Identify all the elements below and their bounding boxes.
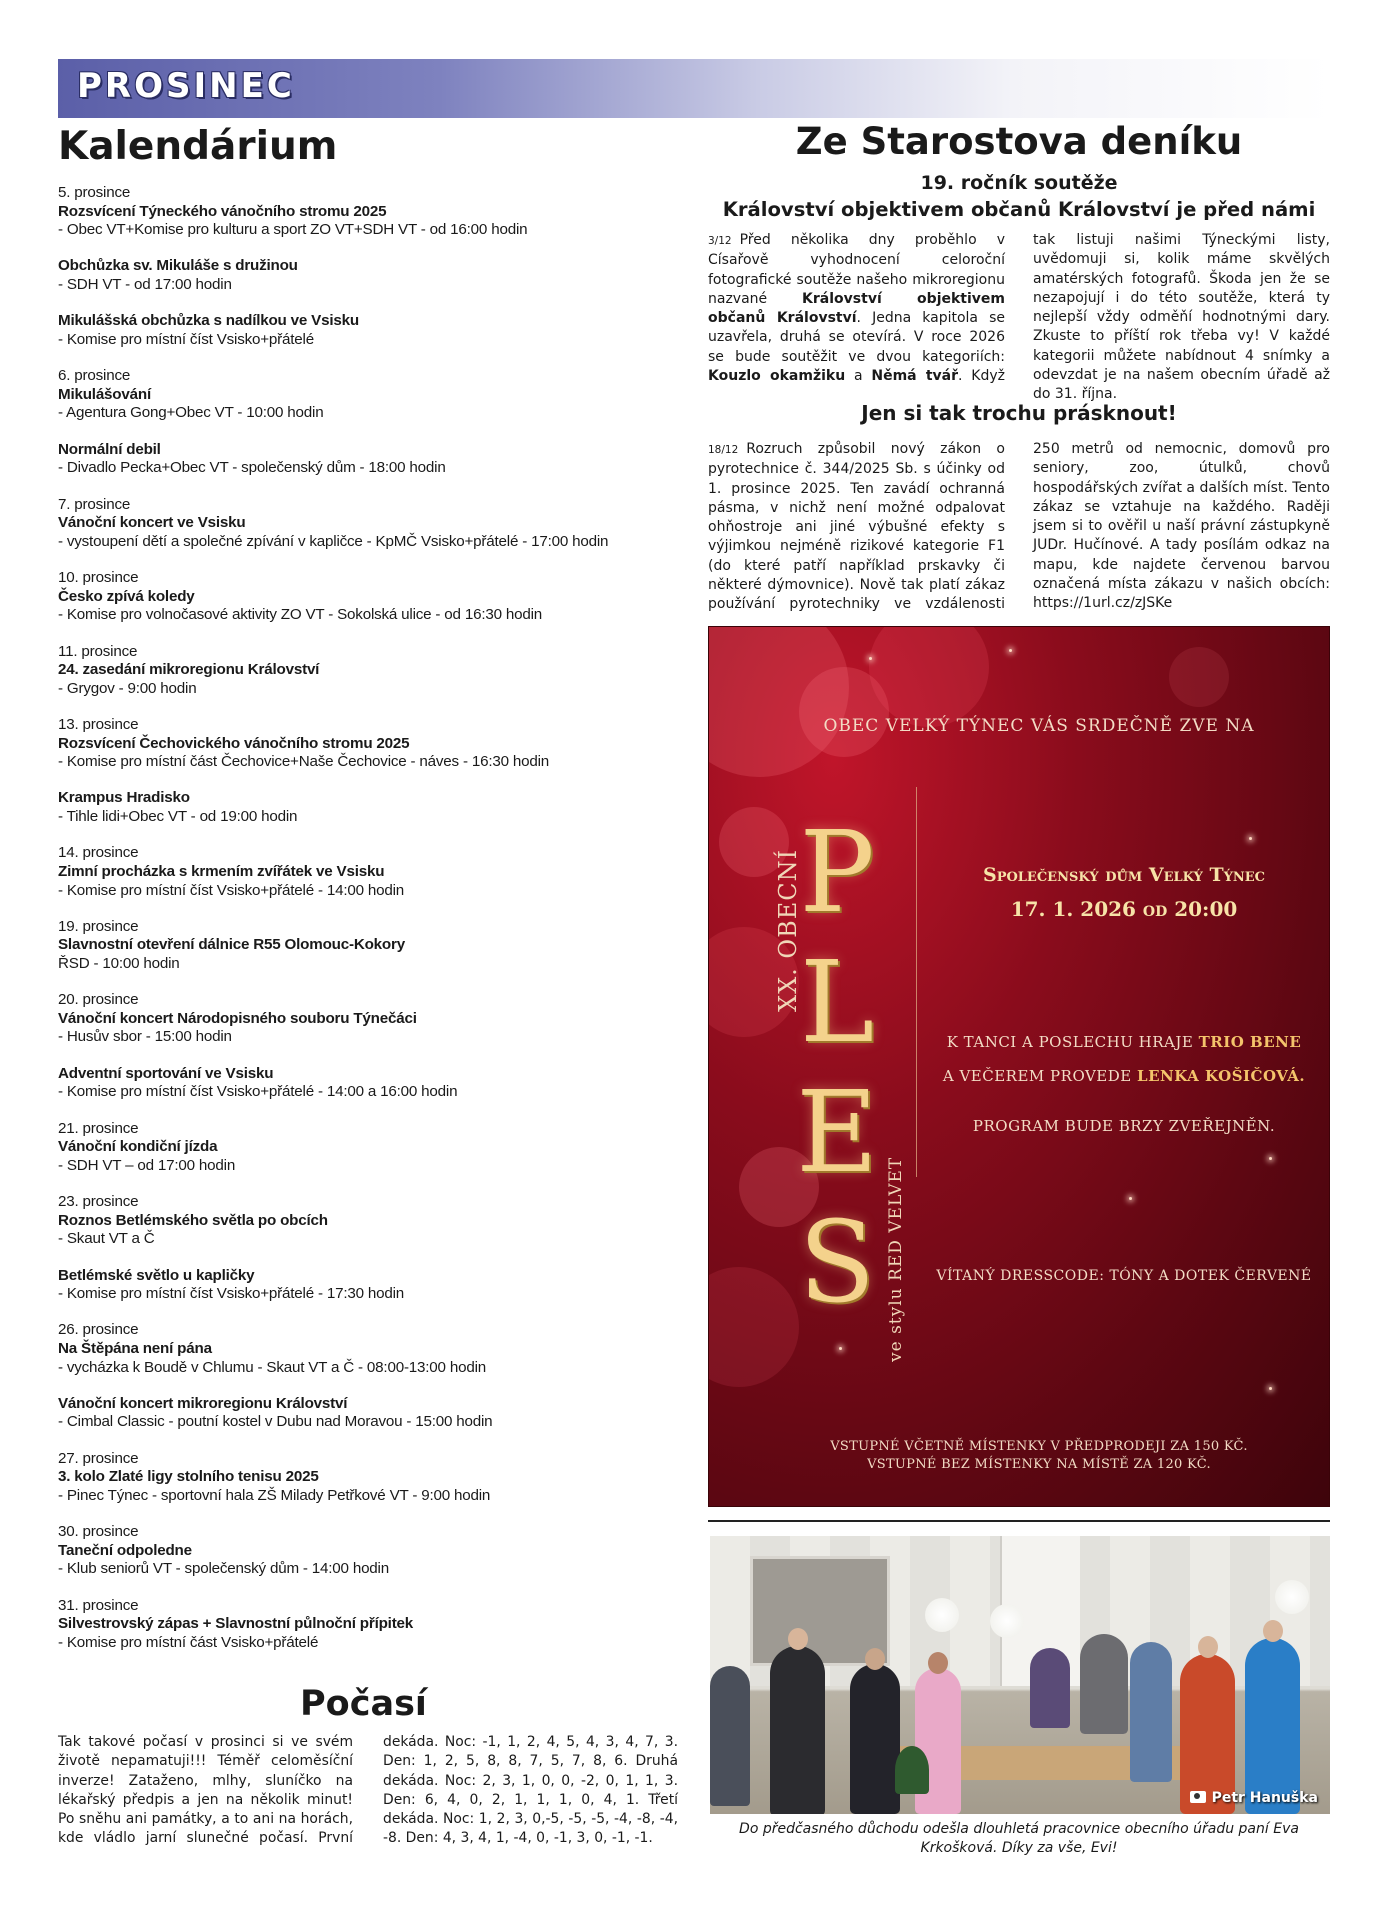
event-date: 5. prosince: [58, 184, 131, 201]
poster-price-presale: VSTUPNÉ VČETNĚ MÍSTENKY V PŘEDPRODEJI ZA 150 KČ.: [830, 1439, 1248, 1454]
poster-divider: [916, 787, 917, 1177]
event-title: Vánoční koncert mikroregionu Království: [58, 1394, 348, 1412]
event-date: 30. prosince: [58, 1523, 139, 1541]
event-detail: - Klub seniorů VT - společenský dům - 14:00 hodin: [58, 1560, 389, 1578]
event-detail: - Obec VT+Komise pro kulturu a sport ZO VT+SDH VT - od 16:00 hodin: [58, 221, 528, 239]
article1-headline: Království objektivem občanů Království je před námi: [722, 198, 1316, 221]
article2-date-tag: 18/12: [708, 444, 739, 456]
calendar-event: [58, 1065, 688, 1102]
event-detail: - SDH VT - od 17:00 hodin: [58, 276, 232, 294]
event-list: [58, 184, 688, 1652]
calendar-event: [58, 844, 688, 900]
calendar-event: [58, 312, 688, 349]
calendar-event: [58, 918, 688, 974]
poster-letter-e: E: [796, 1068, 878, 1198]
poster-program: PROGRAM BUDE BRZY ZVEŘEJNĚN.: [972, 1117, 1276, 1135]
event-title: Adventní sportování ve Vsisku: [58, 1064, 274, 1082]
calendar-section: [58, 124, 688, 1670]
calendar-event: [58, 441, 688, 478]
calendar-event: [58, 991, 688, 1047]
poster-invite: OBEC VELKÝ TÝNEC VÁS SRDEČNĚ ZVE NA: [823, 716, 1255, 736]
person: [770, 1646, 825, 1814]
poster-dresscode: VÍTANÝ DRESSCODE: TÓNY A DOTEK ČERVENÉ: [936, 1268, 1312, 1284]
event-detail: - Komise pro volnočasové aktivity ZO VT - Sokolská ulice - od 16:30 hodin: [58, 606, 543, 624]
event-detail: - Divadlo Pecka+Obec VT - společenský dům - 18:00 hodin: [58, 459, 446, 477]
event-date: 20. prosince: [58, 991, 139, 1009]
calendar-event: [58, 1523, 688, 1579]
event-title: Na Štěpána není pána: [58, 1340, 212, 1357]
calendar-event: [58, 257, 688, 294]
event-detail: - Komise pro místní část Čechovice+Naše Čechovice - náves - 16:30 hodin: [58, 753, 550, 771]
event-detail: - Skaut VT a Č: [58, 1230, 155, 1248]
event-title: Vánoční koncert Národopisného souboru Týnečáci: [58, 1009, 417, 1027]
event-detail: - Komise pro místní číst Vsisko+přátelé: [58, 330, 314, 348]
event-title: Vánoční koncert ve Vsisku: [58, 514, 246, 532]
event-title: Rozsvícení Čechovického vánočního stromu 2025: [58, 734, 410, 752]
calendar-event: [58, 1597, 688, 1653]
event-title: Roznos Betlémského světla po obcích: [58, 1211, 328, 1229]
event-title: Zimní procházka s krmením zvířátek ve Vsisku: [58, 862, 385, 880]
event-date: 19. prosince: [58, 917, 139, 935]
event-title: Taneční odpoledne: [58, 1541, 192, 1559]
month-title: PROSINEC: [77, 66, 295, 106]
event-detail: - Husův sbor - 15:00 hodin: [58, 1028, 232, 1046]
poster-letter-l: L: [799, 938, 875, 1068]
article1-date-tag: 3/12: [708, 235, 732, 247]
poster-price-door: VSTUPNÉ BEZ MÍSTENKY NA MÍSTĚ ZA 120 KČ.: [867, 1457, 1211, 1472]
event-date: 6. prosince: [58, 367, 131, 385]
calendar-event: [58, 569, 688, 625]
event-detail: - Grygov - 9:00 hodin: [58, 679, 197, 697]
calendar-event: [58, 1193, 688, 1249]
calendar-event: [58, 1321, 688, 1377]
poster-letter-p: P: [799, 808, 875, 938]
calendar-event: [58, 367, 688, 423]
event-title: Silvestrovský zápas + Slavnostní půlnoční přípitek: [58, 1615, 414, 1633]
calendar-event: [58, 643, 688, 699]
person: [850, 1664, 900, 1814]
event-detail: - SDH VT – od 17:00 hodin: [58, 1156, 236, 1174]
article2-body: 18/12 Rozruch způsobil nový zákon o pyrotechnice č. 344/2025 Sb. s účinky od 1. prosince 2025. Ten zavádí ochranná pásma, v nichž není možné odpalovat ohňostroje ani jiné výbušné efekty s výjimkou nejméně rizikové kategorie F1 (do které patří například prskavky či některé dýmovnice). Nově tak platí zákaz používání pyrotechniky ve vzdálenosti 250 metrů od nemocnic, domovů pro seniory, zoo, útulků, chovů hospodářských zvířat a dalších míst. Tento zákaz se vztahuje na každého. Raději jsem si to ověřil u naší právní zástupkyně JUDr. Hučínové. A tady posílám odkaz na mapu, kde najdete červenou barvou označená místa zákazu v našich obcích: https://1url.cz/zJSKe: [708, 441, 1330, 613]
calendar-event: [58, 1120, 688, 1176]
person: [1030, 1648, 1070, 1728]
event-title: Betlémské světlo u kapličky: [58, 1266, 255, 1284]
calendar-event: [58, 716, 688, 772]
event-detail: - Komise pro místní číst Vsisko+přátelé - 14:00 hodin: [58, 881, 405, 899]
camera-icon: [1190, 1791, 1206, 1803]
calendar-event: [58, 1395, 688, 1432]
calendar-event: [58, 1450, 688, 1506]
photo-credit: Petr Hanuška: [1190, 1790, 1318, 1806]
event-detail: - Komise pro místní část Vsisko+přátelé: [58, 1633, 319, 1651]
photo-divider: [708, 1520, 1330, 1522]
event-date: 23. prosince: [58, 1193, 139, 1211]
diary-heading: Ze Starostova deníku: [795, 120, 1243, 163]
event-title: Vánoční kondiční jízda: [58, 1138, 218, 1156]
weather-text: Tak takové počasí v prosinci si ve svém životě nepamatuji!!! Téměř celoměsíční inverze! Zataženo, mlhy, sluníčko na lékařský předpis a jen na několik minut! Po sněhu ani památky, a to ani na horách, kde vládlo jarní slunečné počasí. První dekáda. Noc: -1, 1, 2, 4, 5, 4, 3, 4, 7, 3. Den: 1, 2, 5, 8, 8, 7, 5, 7, 8, 6. Druhá dekáda. Noc: 2, 3, 1, 0, 0, -2, 0, 1, 1, 3. Den: 6, 4, 0, 2, 1, 1, 1, 0, 4, 1. Třetí dekáda. Noc: 1, 2, 3, 0,-5, -5, -5, -4, -8, -4, -8. Den: 4, 3, 4, 1, -4, 0, -1, 3, 0, -1, -1.: [58, 1734, 678, 1847]
lamp: [990, 1604, 1024, 1638]
event-date: 13. prosince: [58, 715, 139, 733]
event-title: Slavnostní otevření dálnice R55 Olomouc-Kokory: [58, 936, 405, 954]
calendar-event: [58, 496, 688, 552]
person: [1245, 1638, 1300, 1814]
event-date: 21. prosince: [58, 1119, 139, 1137]
calendar-event: [58, 184, 688, 240]
lamp: [925, 1598, 959, 1632]
calendar-event: [58, 1267, 688, 1304]
poster-date: 17. 1. 2026 od 20:00: [1010, 897, 1238, 921]
poster-letter-s: S: [798, 1198, 876, 1328]
event-date: 26. prosince: [58, 1321, 139, 1339]
event-detail: - vystoupení dětí a společné zpívání v kapličce - KpMČ Vsisko+přátelé - 17:00 hodin: [58, 532, 609, 550]
event-date: 31. prosince: [58, 1596, 139, 1614]
person: [1130, 1642, 1172, 1782]
event-detail: - Cimbal Classic - poutní kostel v Dubu nad Moravou - 15:00 hodin: [58, 1413, 493, 1431]
event-detail: - Komise pro místní číst Vsisko+přátelé - 14:00 a 16:00 hodin: [58, 1083, 458, 1101]
poster-venue: Společenský dům Velký Týnec: [982, 864, 1266, 886]
event-date: 10. prosince: [58, 569, 139, 587]
event-title: 24. zasedání mikroregionu Království: [58, 661, 320, 679]
lamp: [1275, 1580, 1309, 1614]
event-title: Krampus Hradisko: [58, 789, 190, 807]
poster-host: A VEČEREM PROVEDE LENKA KOŠIČOVÁ.: [942, 1067, 1306, 1085]
photo-caption: Do předčasného důchodu odešla dlouhletá pracovnice obecního úřadu paní Eva Krkošková. Díky za vše, Evi!: [739, 1821, 1299, 1856]
event-title: Česko zpívá koledy: [58, 587, 195, 605]
event-detail: - Pinec Týnec - sportovní hala ZŠ Milady Petřkové VT - 9:00 hodin: [58, 1486, 491, 1504]
calendar-heading: Kalendárium: [58, 124, 338, 169]
christmas-tree: [895, 1746, 929, 1794]
event-title: Normální debil: [58, 440, 161, 458]
event-date: 7. prosince: [58, 495, 131, 513]
article1-kicker: 19. ročník soutěže: [920, 172, 1118, 194]
event-date: 14. prosince: [58, 844, 139, 862]
event-detail: - Agentura Gong+Obec VT - 10:00 hodin: [58, 404, 324, 422]
weather-heading: Počasí: [300, 1684, 427, 1724]
farewell-photo: [710, 1536, 1330, 1814]
event-title: Rozsvícení Týneckého vánočního stromu 2025: [58, 202, 387, 220]
poster-xx-obecni: XX. OBECNÍ: [774, 848, 802, 1012]
event-date: 27. prosince: [58, 1449, 139, 1467]
event-detail: - Komise pro místní číst Vsisko+přátelé - 17:30 hodin: [58, 1285, 405, 1303]
article2-headline: Jen si tak trochu prásknout!: [861, 401, 1177, 425]
poster-style: ve stylu RED VELVET: [886, 1156, 906, 1362]
person: [710, 1666, 750, 1806]
event-detail: - Tihle lidi+Obec VT - od 19:00 hodin: [58, 808, 298, 826]
article1-body: 3/12 Před několika dny proběhlo v Císařově vyhodnocení celoroční fotografické soutěže našeho mikroregionu nazvané Království objektivem občanů Království. Jedna kapitola se uzavřela, druhá se otevírá. V roce 2026 se bude soutěžit ve dvou kategoriích: Kouzlo okamžiku a Němá tvář. Když tak listuji našimi Týneckými listy, uvědomuji si, kolik máme skvělých amatérských fotografů. Škoda jen že se nezapojují i do této soutěže, která ty nejlepší vždy odměňí hodnotnými dary. Zkuste to příští rok třeba vy! V každé kategorii můžete nabídnout 4 snímky a odevzdat je na našem obecním úřadě až do 31. října.: [708, 232, 1330, 403]
event-title: Mikulášování: [58, 385, 151, 403]
person: [1080, 1634, 1128, 1734]
ball-poster: [708, 626, 1330, 1507]
event-title: 3. kolo Zlaté ligy stolního tenisu 2025: [58, 1468, 319, 1486]
event-title: Obchůzka sv. Mikuláše s družinou: [58, 257, 298, 275]
event-detail: ŘSD - 10:00 hodin: [58, 954, 180, 972]
poster-music: K TANCI A POSLECHU HRAJE TRIO BENE: [946, 1033, 1302, 1051]
event-date: 11. prosince: [58, 642, 138, 660]
calendar-event: [58, 789, 688, 826]
event-title: Mikulášská obchůzka s nadílkou ve Vsisku: [58, 312, 359, 330]
event-detail: - vycházka k Boudě v Chlumu - Skaut VT a Č - 08:00-13:00 hodin: [58, 1358, 486, 1376]
